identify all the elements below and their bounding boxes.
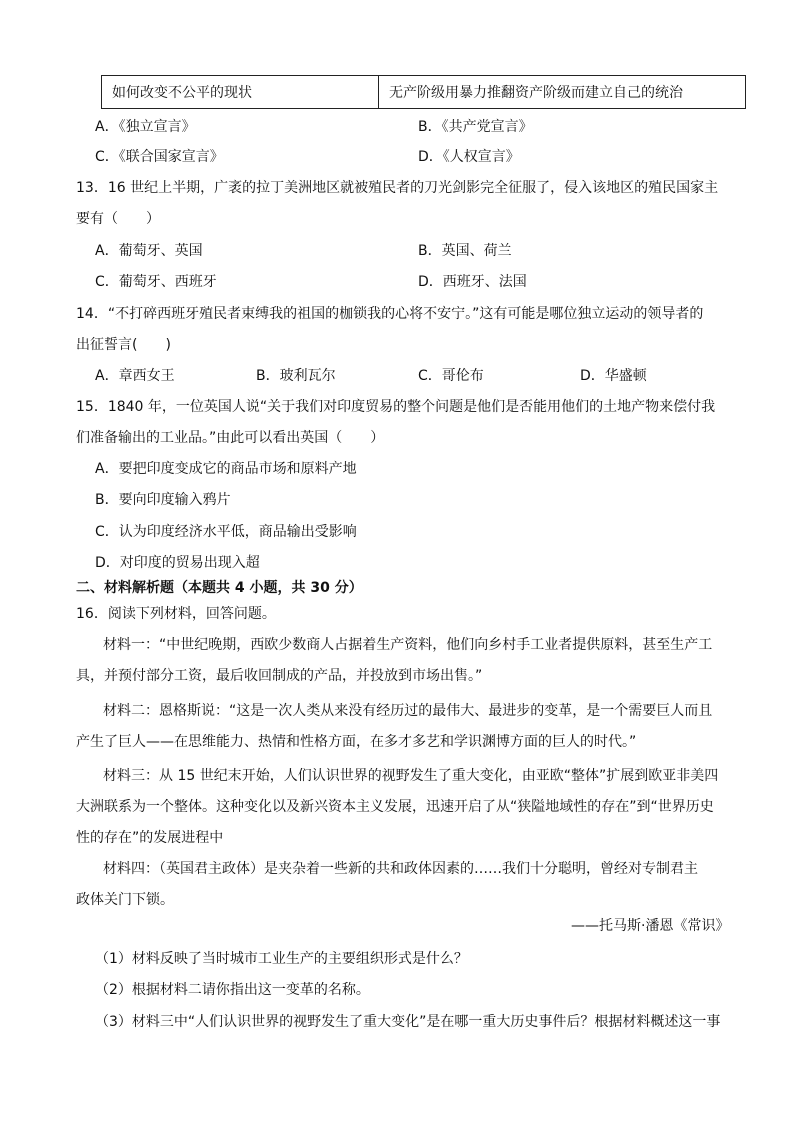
q16-material4-line1: 材料四：（英国君主政体）是夹杂着一些新的共和政体因素的……我们十分聪明，曾经对专制君主 <box>103 861 698 877</box>
q16-material3-line2: 大洲联系为一个整体。这种变化以及新兴资本主义发展，迅速开启了从“狭隘地域性的存在”到“世界历史 <box>76 799 714 815</box>
q12-option-d: D．《人权宣言》 <box>418 149 520 165</box>
q15-option-b: B．要向印度输入鸦片 <box>95 492 231 508</box>
q15-option-d: D．对印度的贸易出现入超 <box>95 555 260 571</box>
section-heading: 二、材料解析题（本题共 4 小题，共 30 分） <box>76 580 363 596</box>
answer-table <box>101 75 746 109</box>
q12-option-b: B．《共产党宣言》 <box>418 119 533 135</box>
table-cell-question: 如何改变不公平的现状 <box>102 76 379 108</box>
q16-stem: 16．阅读下列材料，回答问题。 <box>76 606 276 622</box>
q16-subquestion-2: （2）根据材料二请你指出这一变革的名称。 <box>95 982 370 998</box>
q16-material1-line1: 材料一：“中世纪晚期，西欧少数商人占据着生产资料，他们向乡村手工业者提供原料，甚至生产工 <box>103 637 713 653</box>
q15-stem-line2: 们准备输出的工业品。”由此可以看出英国（ ） <box>76 430 385 446</box>
q13-option-b: B．英国、荷兰 <box>418 243 512 259</box>
q14-option-a: A．章西女王 <box>95 368 175 384</box>
q13-option-c: C．葡萄牙、西班牙 <box>95 274 217 290</box>
q14-option-b: B．玻利瓦尔 <box>256 368 336 384</box>
q16-material1-line2: 具，并预付部分工资，最后收回制成的产品，并投放到市场出售。” <box>76 668 483 684</box>
q16-material2-line1: 材料二：恩格斯说：“这是一次人类从来没有经历过的最伟大、最进步的变革，是一个需要巨人而且 <box>103 703 713 719</box>
q14-stem-line1: 14．“不打碎西班牙殖民者束缚我的祖国的枷锁我的心将不安宁。”这有可能是哪位独立运动的领导者的 <box>76 306 704 322</box>
q14-option-d: D．华盛顿 <box>580 368 647 384</box>
q15-option-c: C．认为印度经济水平低，商品输出受影响 <box>95 524 357 540</box>
q16-source: ——托马斯·潘恩《常识》 <box>571 918 730 934</box>
q14-stem-line2: 出征誓言( ) <box>76 337 171 353</box>
q13-option-d: D．西班牙、法国 <box>418 274 527 290</box>
q13-stem-line1: 13．16 世纪上半期，广袤的拉丁美洲地区就被殖民者的刀光剑影完全征服了，侵入该地区的殖民国家主 <box>76 180 719 196</box>
q16-material3-line1: 材料三：从 15 世纪末开始，人们认识世界的视野发生了重大变化，由亚欧“整体”扩展到欧亚非美四 <box>103 768 719 784</box>
q15-stem-line1: 15．1840 年，一位英国人说“关于我们对印度贸易的整个问题是他们是否能用他们的土地产物来偿付我 <box>76 399 716 415</box>
q12-option-c: C．《联合国家宣言》 <box>95 149 224 165</box>
q12-option-a: A．《独立宣言》 <box>95 119 196 135</box>
q16-subquestion-3: （3）材料三中“人们认识世界的视野发生了重大变化”是在哪一重大历史事件后？根据材料概述这一事 <box>95 1014 721 1030</box>
q16-material2-line2: 产生了巨人——在思维能力、热情和性格方面，在多才多艺和学识渊博方面的巨人的时代。” <box>76 734 637 750</box>
q13-option-a: A．葡萄牙、英国 <box>95 243 203 259</box>
q15-option-a: A．要把印度变成它的商品市场和原料产地 <box>95 461 357 477</box>
q16-material3-line3: 性的存在”的发展进程中 <box>76 830 224 846</box>
q16-material4-line2: 政体关门下锁。 <box>76 892 174 908</box>
q16-subquestion-1: （1）材料反映了当时城市工业生产的主要组织形式是什么？ <box>95 951 468 967</box>
table-cell-answer: 无产阶级用暴力推翻资产阶级而建立自己的统治 <box>389 85 683 101</box>
q13-stem-line2: 要有（ ） <box>76 211 160 227</box>
q14-option-c: C．哥伦布 <box>418 368 484 384</box>
